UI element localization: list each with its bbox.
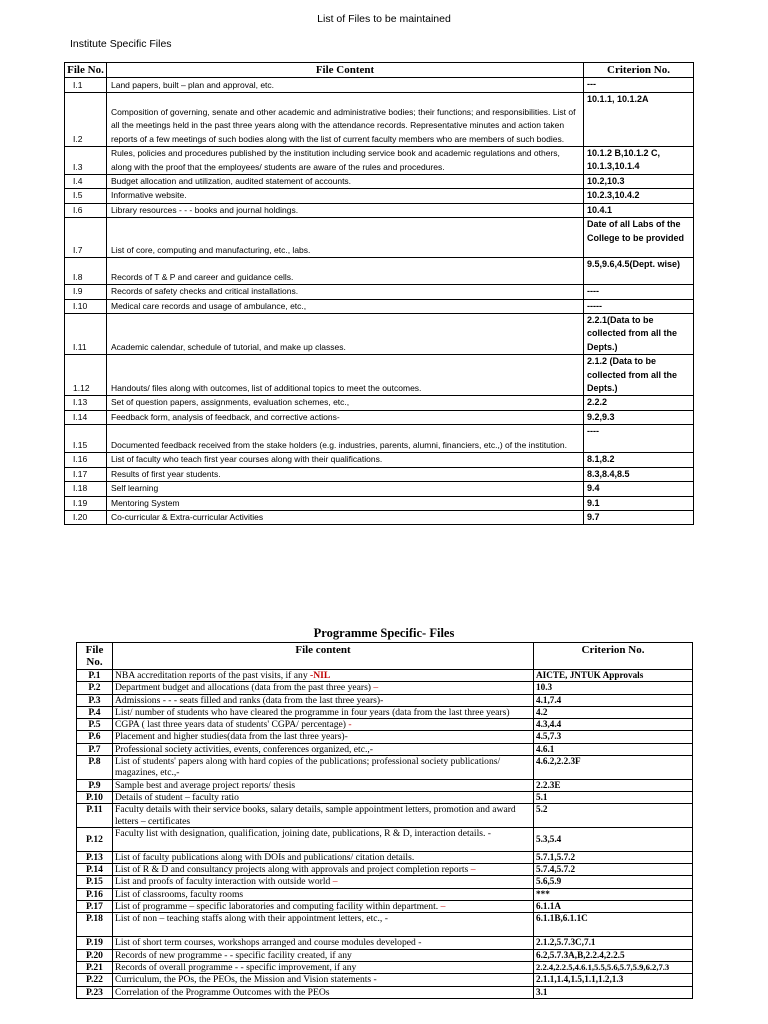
column-header-file-content: File Content (107, 63, 584, 78)
file-no-cell: I.11 (65, 314, 107, 355)
file-content-text: Admissions - - - seats filled and ranks (data from the last three years)- (115, 694, 384, 706)
table-row (77, 694, 693, 706)
criterion-cell: 9.7 (584, 510, 694, 524)
file-content-cell (113, 804, 534, 828)
file-content-text: List of faculty publications along with DOIs and publications/ citation details. (115, 851, 415, 863)
table-row (65, 510, 694, 524)
file-no-cell: I.4 (65, 175, 107, 189)
file-no-cell: P.11 (77, 804, 113, 828)
file-content-text: Curriculum, the POs, the PEOs, the Mission and Vision statements - (115, 974, 377, 986)
criterion-cell: ----- (584, 299, 694, 313)
file-content-cell: Library resources - - - books and journal holdings. (107, 203, 584, 217)
file-no-cell: P.13 (77, 851, 113, 863)
table-row (77, 864, 693, 876)
criterion-cell: 8.3,8.4,8.5 (584, 467, 694, 481)
file-content-cell: Results of first year students. (107, 467, 584, 481)
criterion-cell: 9.2,9.3 (584, 410, 694, 424)
file-no-cell: P.15 (77, 876, 113, 888)
file-no-cell: I.18 (65, 482, 107, 496)
file-content-text: Faculty list with designation, qualification, joining date, publications, R & D, interaction details. - (115, 827, 491, 839)
file-content-text: List of students' papers along with hard copies of the publications; professional society publications/ magazines, etc.,- (115, 756, 501, 779)
column-header-criterion-no: Criterion No. (534, 643, 693, 670)
file-content-cell: Documented feedback received from the stake holders (e.g. industries, parents, alumni, financiers, etc.,) of the institution. (107, 425, 584, 453)
file-content-cell: Informative website. (107, 189, 584, 203)
file-no-cell: I.20 (65, 510, 107, 524)
file-no-cell: P.12 (77, 827, 113, 851)
file-no-cell: P.8 (77, 756, 113, 780)
file-content-cell (113, 756, 534, 780)
table-row (77, 682, 693, 694)
criterion-cell: 4.3,4.4 (534, 719, 693, 731)
file-no-cell: I.7 (65, 218, 107, 258)
file-no-cell: I.5 (65, 189, 107, 203)
file-content-text: Sample best and average project reports/ thesis (115, 779, 296, 791)
file-content-text: List of classrooms, faculty rooms (115, 888, 244, 900)
criterion-cell: 4.5,7.3 (534, 731, 693, 743)
file-content-cell (113, 851, 534, 863)
table-row (77, 706, 693, 718)
table-row (65, 175, 694, 189)
file-content-text: List of programme – specific laboratories and computing facility within department. (115, 901, 441, 913)
file-no-cell: P.7 (77, 743, 113, 755)
file-content-text: Details of student – faculty ratio (115, 791, 239, 803)
table-row (65, 453, 694, 467)
criterion-cell: 6.1.1B,6.1.1C (534, 913, 693, 937)
table-row (77, 756, 693, 780)
file-content-cell (113, 864, 534, 876)
programme-files-table (76, 642, 693, 999)
criterion-cell: 10.4.1 (584, 203, 694, 217)
file-content-cell: Academic calendar, schedule of tutorial, and make up classes. (107, 314, 584, 355)
file-content-cell: Rules, policies and procedures published by the institution including service book and academic regulations and others, along with the proof that the employees/ students are aware of the rules and procedures. (107, 147, 584, 175)
file-no-cell: I.17 (65, 467, 107, 481)
column-header-file-no: File No. (77, 643, 113, 670)
file-content-cell: Feedback form, analysis of feedback, and corrective actions- (107, 410, 584, 424)
red-annotation: – (470, 864, 476, 876)
table-row (65, 147, 694, 175)
criterion-cell: 6.1.1A (534, 901, 693, 913)
table-row (65, 467, 694, 481)
file-content-text: Professional society activities, events, conferences organized, etc.,- (115, 743, 373, 755)
table-row (77, 974, 693, 986)
file-content-cell (113, 682, 534, 694)
file-content-text: Records of overall programme - - specific improvement, if any (115, 961, 357, 973)
file-content-text: Records of new programme - - specific facility created, if any (115, 949, 352, 961)
file-content-cell (113, 743, 534, 755)
file-content-text: Department budget and allocations (data from the past three years) (115, 682, 374, 694)
criterion-cell: 2.1.2,5.7.3C,7.1 (534, 937, 693, 949)
table-row (65, 218, 694, 258)
table-row (77, 901, 693, 913)
table-row (65, 425, 694, 453)
table-row (77, 961, 693, 973)
table-row (65, 314, 694, 355)
table-row (65, 189, 694, 203)
table-row (77, 804, 693, 828)
file-no-cell: I.8 (65, 258, 107, 285)
file-no-cell: I.3 (65, 147, 107, 175)
file-no-cell: I.9 (65, 285, 107, 299)
file-content-cell: Handouts/ files along with outcomes, list of additional topics to meet the outcomes. (107, 355, 584, 396)
criterion-cell: 9.5,9.6,4.5(Dept. wise) (584, 258, 694, 285)
criterion-cell: 5.1 (534, 791, 693, 803)
file-content-cell (113, 913, 534, 937)
file-content-cell (113, 974, 534, 986)
file-no-cell: I.14 (65, 410, 107, 424)
institute-files-heading: Institute Specific Files (70, 38, 172, 50)
criterion-cell: 8.1,8.2 (584, 453, 694, 467)
file-no-cell: I.15 (65, 425, 107, 453)
table-header-row (65, 63, 694, 78)
criterion-cell: Date of all Labs of the College to be provided (584, 218, 694, 258)
file-no-cell: I.16 (65, 453, 107, 467)
file-no-cell: P.16 (77, 888, 113, 900)
file-no-cell: P.20 (77, 949, 113, 961)
file-content-cell (113, 670, 534, 682)
file-content-text: Placement and higher studies(data from the last three years)- (115, 731, 348, 743)
file-content-cell: List of faculty who teach first year courses along with their qualifications. (107, 453, 584, 467)
file-content-cell (113, 949, 534, 961)
institute-files-table (64, 62, 694, 525)
table-row (77, 949, 693, 961)
criterion-cell: ---- (584, 425, 694, 453)
file-content-cell (113, 961, 534, 973)
file-no-cell: 1.12 (65, 355, 107, 396)
column-header-file-no: File No. (65, 63, 107, 78)
table-row (77, 851, 693, 863)
file-content-text: List of R & D and consultancy projects along with approvals and project completion reports (115, 864, 471, 876)
red-annotation: – (373, 682, 379, 694)
criterion-cell: 2.2.2 (584, 396, 694, 410)
file-content-cell: Self learning (107, 482, 584, 496)
file-no-cell: P.6 (77, 731, 113, 743)
criterion-cell: 2.2.1(Data to be collected from all the Depts.) (584, 314, 694, 355)
file-content-text: List/ number of students who have cleared the programme in four years (data from the last three years) (115, 706, 510, 718)
criterion-cell: 4.6.1 (534, 743, 693, 755)
file-no-cell: P.14 (77, 864, 113, 876)
column-header-file-content: File content (113, 643, 534, 670)
file-no-cell: I.1 (65, 78, 107, 93)
document-title: List of Files to be maintained (317, 13, 451, 25)
file-content-cell (113, 706, 534, 718)
criterion-cell: 5.3,5.4 (534, 827, 693, 851)
table-row (77, 743, 693, 755)
table-row (77, 913, 693, 937)
file-content-cell (113, 901, 534, 913)
table-row (77, 986, 693, 998)
file-content-text: List and proofs of faculty interaction with outside world (115, 876, 333, 888)
file-content-cell (113, 827, 534, 851)
file-content-cell (113, 986, 534, 998)
table-row (65, 299, 694, 313)
file-content-cell (113, 888, 534, 900)
file-content-cell: Records of T & P and career and guidance cells. (107, 258, 584, 285)
table-row (65, 285, 694, 299)
table-header-row (77, 643, 693, 670)
red-annotation: -NIL (310, 670, 331, 681)
table-row (77, 731, 693, 743)
file-no-cell: P.9 (77, 779, 113, 791)
criterion-cell: --- (584, 78, 694, 93)
criterion-cell: 10.1.1, 10.1.2A (584, 93, 694, 147)
file-content-cell (113, 876, 534, 888)
file-content-cell (113, 719, 534, 731)
file-content-cell (113, 694, 534, 706)
file-content-cell (113, 731, 534, 743)
table-row (65, 496, 694, 510)
criterion-cell: 10.2.3,10.4.2 (584, 189, 694, 203)
file-content-text: Faculty details with their service books, salary details, sample appointment letters, promotion and award letters – certificates (115, 804, 516, 827)
criterion-cell: 10.2,10.3 (584, 175, 694, 189)
file-no-cell: I.2 (65, 93, 107, 147)
table-row (77, 670, 693, 682)
criterion-cell: 5.2 (534, 804, 693, 828)
criterion-cell: 5.6,5.9 (534, 876, 693, 888)
file-content-cell (113, 791, 534, 803)
file-no-cell: P.5 (77, 719, 113, 731)
criterion-cell: 6.2,5.7.3A,B,2.2.4,2.2.5 (534, 949, 693, 961)
criterion-cell: 9.1 (584, 496, 694, 510)
red-annotation: - (348, 719, 352, 731)
criterion-cell: 3.1 (534, 986, 693, 998)
file-no-cell: P.4 (77, 706, 113, 718)
criterion-cell: 2.2.4,2.2.5,4.6.1,5.5,5.6,5.7,5.9,6.2,7.3 (534, 961, 693, 973)
table-row (77, 791, 693, 803)
table-row (65, 258, 694, 285)
criterion-cell: 10.3 (534, 682, 693, 694)
file-no-cell: P.10 (77, 791, 113, 803)
table-row (65, 410, 694, 424)
red-annotation: – (440, 901, 446, 913)
file-content-cell: Mentoring System (107, 496, 584, 510)
file-content-cell: Composition of governing, senate and other academic and administrative bodies; their functions; and responsibilities. List of all the meetings held in the past three years along with the attendance records. Representative minutes and action taken reports of a few meetings of such bodies along with the list of current faculty members who are members of such bodies. (107, 93, 584, 147)
table-row (65, 396, 694, 410)
table-row (77, 779, 693, 791)
table-row (65, 482, 694, 496)
file-content-cell: Land papers, built – plan and approval, etc. (107, 78, 584, 93)
file-content-cell: Set of question papers, assignments, evaluation schemes, etc., (107, 396, 584, 410)
table-row (77, 719, 693, 731)
file-no-cell: I.6 (65, 203, 107, 217)
file-no-cell: P.22 (77, 974, 113, 986)
file-no-cell: P.2 (77, 682, 113, 694)
criterion-cell: 5.7.4,5.7.2 (534, 864, 693, 876)
table-row (65, 93, 694, 147)
table-row (65, 203, 694, 217)
programme-files-heading: Programme Specific- Files (313, 626, 455, 640)
file-content-text: List of non – teaching staffs along with their appointment letters, etc., - (115, 913, 388, 925)
criterion-cell: 9.4 (584, 482, 694, 496)
file-content-cell (113, 779, 534, 791)
criterion-cell: *** (534, 888, 693, 900)
criterion-cell: 10.1.2 B,10.1.2 C, 10.1.3,10.1.4 (584, 147, 694, 175)
column-header-criterion-no: Criterion No. (584, 63, 694, 78)
criterion-cell: 2.1.2 (Data to be collected from all the Depts.) (584, 355, 694, 396)
criterion-cell: AICTE, JNTUK Approvals (534, 670, 693, 682)
file-content-cell: Co-curricular & Extra-curricular Activities (107, 510, 584, 524)
criterion-cell: ---- (584, 285, 694, 299)
table-row (77, 876, 693, 888)
file-no-cell: P.18 (77, 913, 113, 937)
file-no-cell: P.23 (77, 986, 113, 998)
file-content-cell (113, 937, 534, 949)
table-row (77, 888, 693, 900)
file-content-cell: Budget allocation and utilization, audited statement of accounts. (107, 175, 584, 189)
table-row (65, 355, 694, 396)
file-content-text: NBA accreditation reports of the past visits, if any (115, 670, 311, 681)
file-content-text: List of short term courses, workshops arranged and course modules developed - (115, 937, 422, 949)
file-content-cell: Medical care records and usage of ambulance, etc., (107, 299, 584, 313)
file-content-cell: List of core, computing and manufacturing, etc., labs. (107, 218, 584, 258)
criterion-cell: 2.2.3E (534, 779, 693, 791)
file-no-cell: P.19 (77, 937, 113, 949)
criterion-cell: 5.7.1,5.7.2 (534, 851, 693, 863)
file-no-cell: I.13 (65, 396, 107, 410)
file-no-cell: I.10 (65, 299, 107, 313)
file-no-cell: P.3 (77, 694, 113, 706)
file-content-cell: Records of safety checks and critical installations. (107, 285, 584, 299)
file-no-cell: P.1 (77, 670, 113, 682)
file-no-cell: P.17 (77, 901, 113, 913)
criterion-cell: 4.1,7.4 (534, 694, 693, 706)
table-row (77, 827, 693, 851)
file-content-text: Correlation of the Programme Outcomes with the PEOs (115, 986, 330, 998)
criterion-cell: 4.6.2,2.2.3F (534, 756, 693, 780)
file-content-text: CGPA ( last three years data of students' CGPA/ percentage) (115, 719, 349, 731)
file-no-cell: I.19 (65, 496, 107, 510)
red-annotation: – (332, 876, 338, 888)
file-no-cell: P.21 (77, 961, 113, 973)
table-row (65, 78, 694, 93)
table-row (77, 937, 693, 949)
criterion-cell: 4.2 (534, 706, 693, 718)
criterion-cell: 2.1.1,1.4,1.5,1.1,1.2,1.3 (534, 974, 693, 986)
